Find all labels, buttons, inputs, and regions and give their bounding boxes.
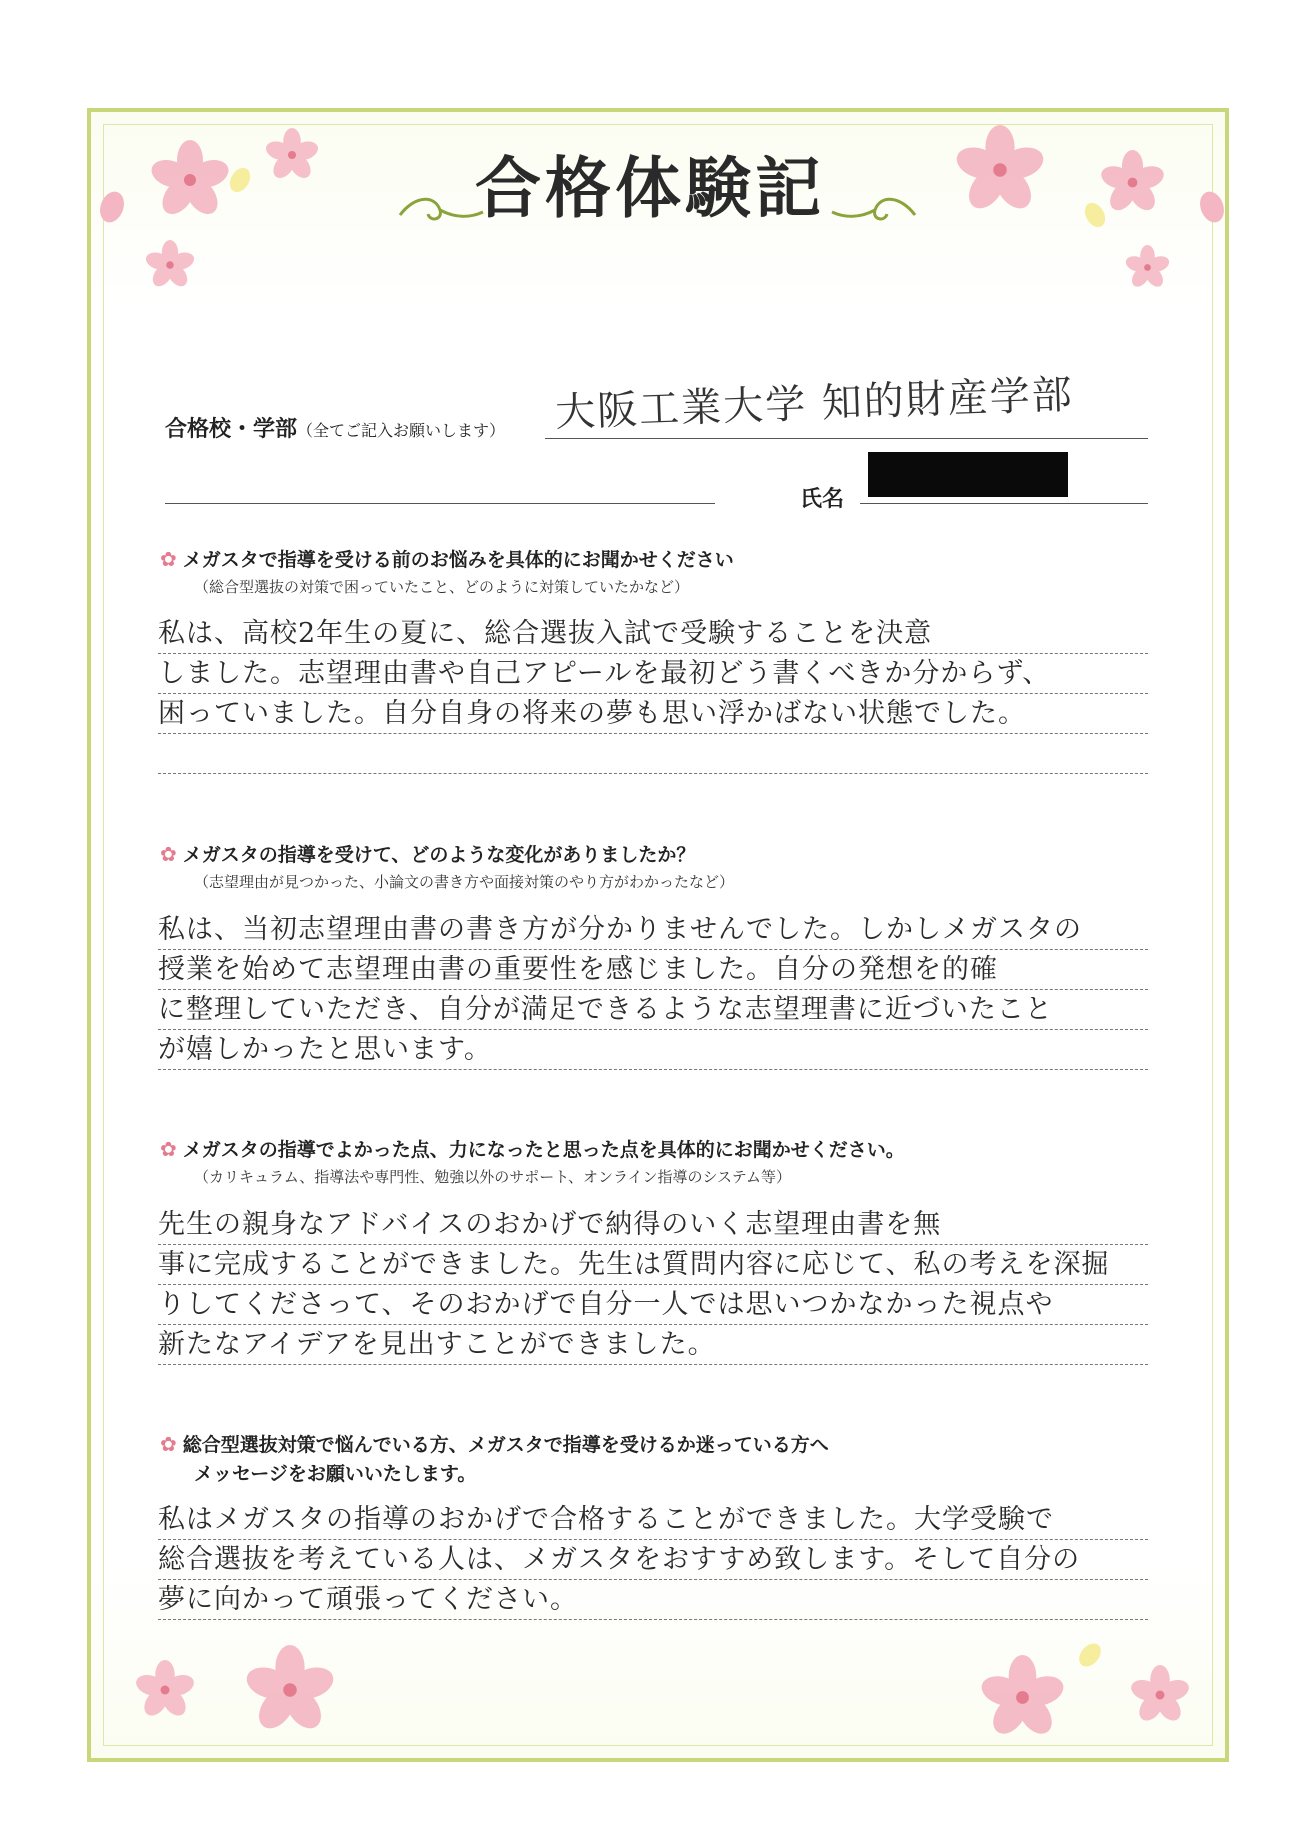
section-title-line-2: メッセージをお願いいたします。 [194, 1463, 477, 1485]
section-title [160, 840, 1160, 867]
answer-line: 私は、当初志望理由書の書き方が分かりませんでした。しかしメガスタの [158, 910, 1148, 950]
section-4-header [160, 1430, 1160, 1486]
answer-line: 総合選抜を考えている人は、メガスタをおすすめ致します。そして自分の [158, 1540, 1148, 1580]
answer-line: 私はメガスタの指導のおかげで合格することができました。大学受験で [158, 1500, 1148, 1540]
title-area [0, 149, 1300, 227]
extra-underline [165, 503, 715, 504]
section-2-answer [158, 910, 1148, 1070]
name-underline [860, 503, 1148, 504]
answer-line: しました。志望理由書や自己アピールを最初どう書くべきか分からず、 [158, 654, 1148, 694]
cherry-blossom-left-icon [145, 240, 195, 290]
flower-bullet-icon: ✿ [160, 842, 177, 866]
section-title [160, 1430, 1160, 1457]
section-2-header [160, 840, 1160, 892]
cherry-blossom-bottom-right-small-icon [1130, 1665, 1190, 1725]
petal-yellow-icon [1075, 1640, 1105, 1670]
answer-line: 夢に向かって頑張ってください。 [158, 1580, 1148, 1620]
section-1-answer [158, 614, 1148, 774]
school-underline [545, 438, 1148, 439]
cherry-blossom-bottom-left-small-icon [135, 1660, 195, 1720]
section-4-answer [158, 1500, 1148, 1620]
flower-bullet-icon: ✿ [160, 547, 177, 571]
answer-line: 困っていました。自分自身の将来の夢も思い浮かばない状態でした。 [158, 694, 1148, 734]
section-title-text: メガスタの指導を受けて、どのような変化がありましたか？ [182, 844, 696, 866]
page-title: 合格体験記 [475, 149, 825, 227]
section-1-header [160, 545, 1160, 597]
section-3-answer [158, 1205, 1148, 1365]
section-title [160, 545, 1160, 572]
flower-bullet-icon: ✿ [160, 1137, 177, 1161]
answer-line: が嬉しかったと思います。 [158, 1030, 1148, 1070]
cherry-blossom-bottom-left-icon [245, 1645, 335, 1735]
flower-bullet-icon: ✿ [160, 1432, 177, 1456]
name-redaction [868, 452, 1068, 497]
answer-line: 事に完成することができました。先生は質問内容に応じて、私の考えを深掘 [158, 1245, 1148, 1285]
school-note: （全てご記入お願いします） [297, 421, 506, 440]
section-subtitle: （カリキュラム、指導法や専門性、勉強以外のサポート、オンライン指導のシステム等） [194, 1168, 792, 1186]
section-3-header [160, 1135, 1160, 1187]
section-title [160, 1135, 1160, 1162]
school-value: 大阪工業大学 知的財産学部 [554, 371, 1075, 437]
answer-line: 新たなアイデアを見出すことができました。 [158, 1325, 1148, 1365]
answer-line: 私は、高校2年生の夏に、総合選抜入試で受験することを決意 [158, 614, 1148, 654]
answer-line [158, 734, 1148, 774]
section-title-text: 総合型選抜対策で悩んでいる方、メガスタで指導を受けるか迷っている方へ [182, 1434, 829, 1456]
answer-line: 先生の親身なアドバイスのおかげで納得のいく志望理由書を無 [158, 1205, 1148, 1245]
cherry-blossom-bottom-right-icon [980, 1655, 1065, 1740]
swirl-right-icon [830, 190, 920, 230]
section-title-text: メガスタの指導でよかった点、力になったと思った点を具体的にお聞かせください。 [182, 1139, 905, 1161]
answer-line: りしてくださって、そのおかげで自分一人では思いつかなかった視点や [158, 1285, 1148, 1325]
school-label [165, 412, 505, 443]
name-label: 氏名 [800, 487, 845, 512]
cherry-blossom-right-icon [1125, 245, 1170, 290]
section-title-text: メガスタで指導を受ける前のお悩みを具体的にお聞かせください [182, 549, 734, 571]
section-subtitle: （総合型選抜の対策で困っていたこと、どのように対策していたかなど） [194, 578, 690, 596]
school-label-text: 合格校・学部 [165, 417, 298, 442]
answer-line: 授業を始めて志望理由書の重要性を感じました。自分の発想を的確 [158, 950, 1148, 990]
answer-line: に整理していただき、自分が満足できるような志望理書に近づいたこと [158, 990, 1148, 1030]
section-subtitle: （志望理由が見つかった、小論文の書き方や面接対策のやり方がわかったなど） [194, 873, 735, 891]
